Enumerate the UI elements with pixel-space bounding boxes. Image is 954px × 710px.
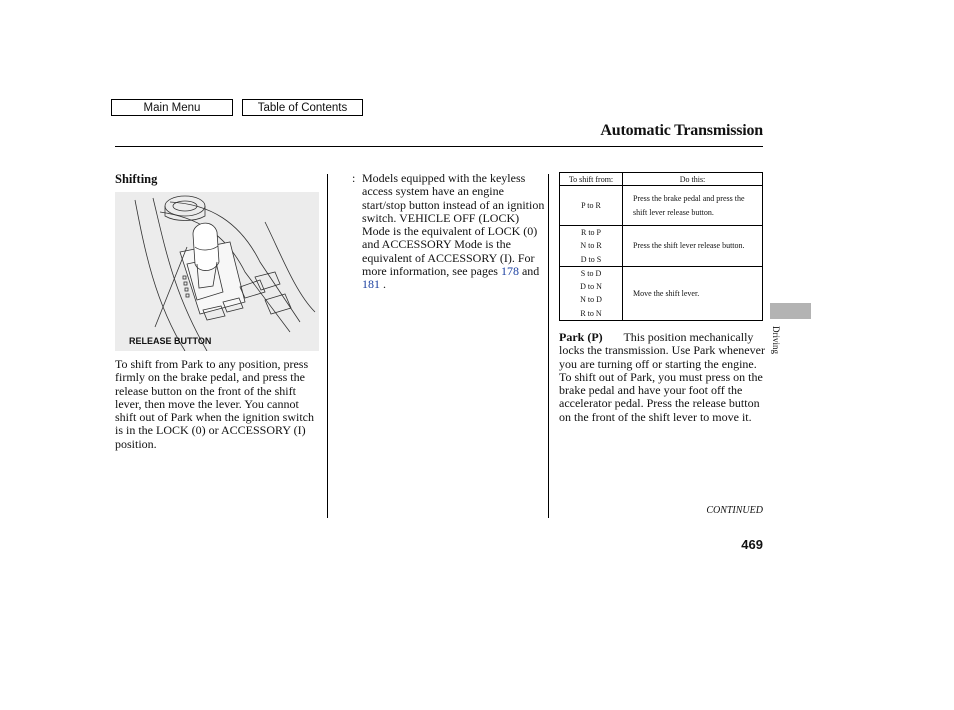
header-rule	[115, 146, 763, 147]
table-header-from: To shift from:	[560, 173, 623, 186]
main-menu-button[interactable]: Main Menu	[111, 99, 233, 116]
section-tab-label: Driving	[771, 326, 781, 354]
table-of-contents-button[interactable]: Table of Contents	[242, 99, 363, 116]
note-end: .	[383, 277, 386, 292]
park-lead: Park (P)	[559, 330, 603, 344]
page-link-181[interactable]: 181	[362, 277, 380, 292]
table-row	[560, 266, 763, 320]
park-paragraph	[559, 331, 765, 424]
page-link-178[interactable]: 178	[500, 264, 519, 279]
table-cell-from: S to D D to N N to D R to N	[560, 266, 623, 320]
table-cell-from: P to R	[560, 186, 623, 226]
page-title: Automatic Transmission	[600, 122, 763, 139]
table-cell-do: Press the shift lever release button.	[623, 226, 763, 267]
column-divider-1	[327, 174, 328, 518]
note-text: Models equipped with the keyless access system have an engine start/stop button instead of an ignition switch. VEHICLE OFF (LOCK) Mode is the equivalent of LOCK (0) and ACCESSORY Mode is the equivalent of ACCESSORY (I). For more information, see pages	[362, 171, 545, 279]
note-and: and	[521, 264, 540, 279]
table-row	[560, 226, 763, 267]
park-text: This position mechanically locks the transmission. Use Park whenever you are turning off or starting the engine. To shift out of Park, you must press on the brake pedal and have your foot off the accelerator pedal. Press the release button on the front of the shift lever to move it.	[559, 330, 765, 424]
shift-table	[559, 172, 763, 321]
table-header-do: Do this:	[623, 173, 763, 186]
table-cell-do: Press the brake pedal and press the shift lever release button.	[623, 186, 763, 226]
section-tab-marker	[770, 303, 811, 319]
section-heading-shifting: Shifting	[115, 172, 158, 186]
shifting-paragraph: To shift from Park to any position, press firmly on the brake pedal, and press the release button on the front of the shift lever, then move the lever. You cannot shift out of Park when the ignition switch is in the LOCK (0) or ACCESSORY (I) position.	[115, 357, 314, 451]
note-marker: :	[352, 171, 356, 185]
continued-label: CONTINUED	[706, 505, 763, 516]
table-cell-from: R to P N to R D to S	[560, 226, 623, 267]
shift-lever-illustration	[115, 192, 319, 351]
table-row	[560, 186, 763, 226]
shift-lever-drawing	[115, 192, 319, 351]
column-divider-2	[548, 174, 549, 518]
figure-label-release-button: RELEASE BUTTON	[129, 336, 212, 346]
page-number: 469	[741, 537, 763, 552]
table-cell-do: Move the shift lever.	[623, 266, 763, 320]
